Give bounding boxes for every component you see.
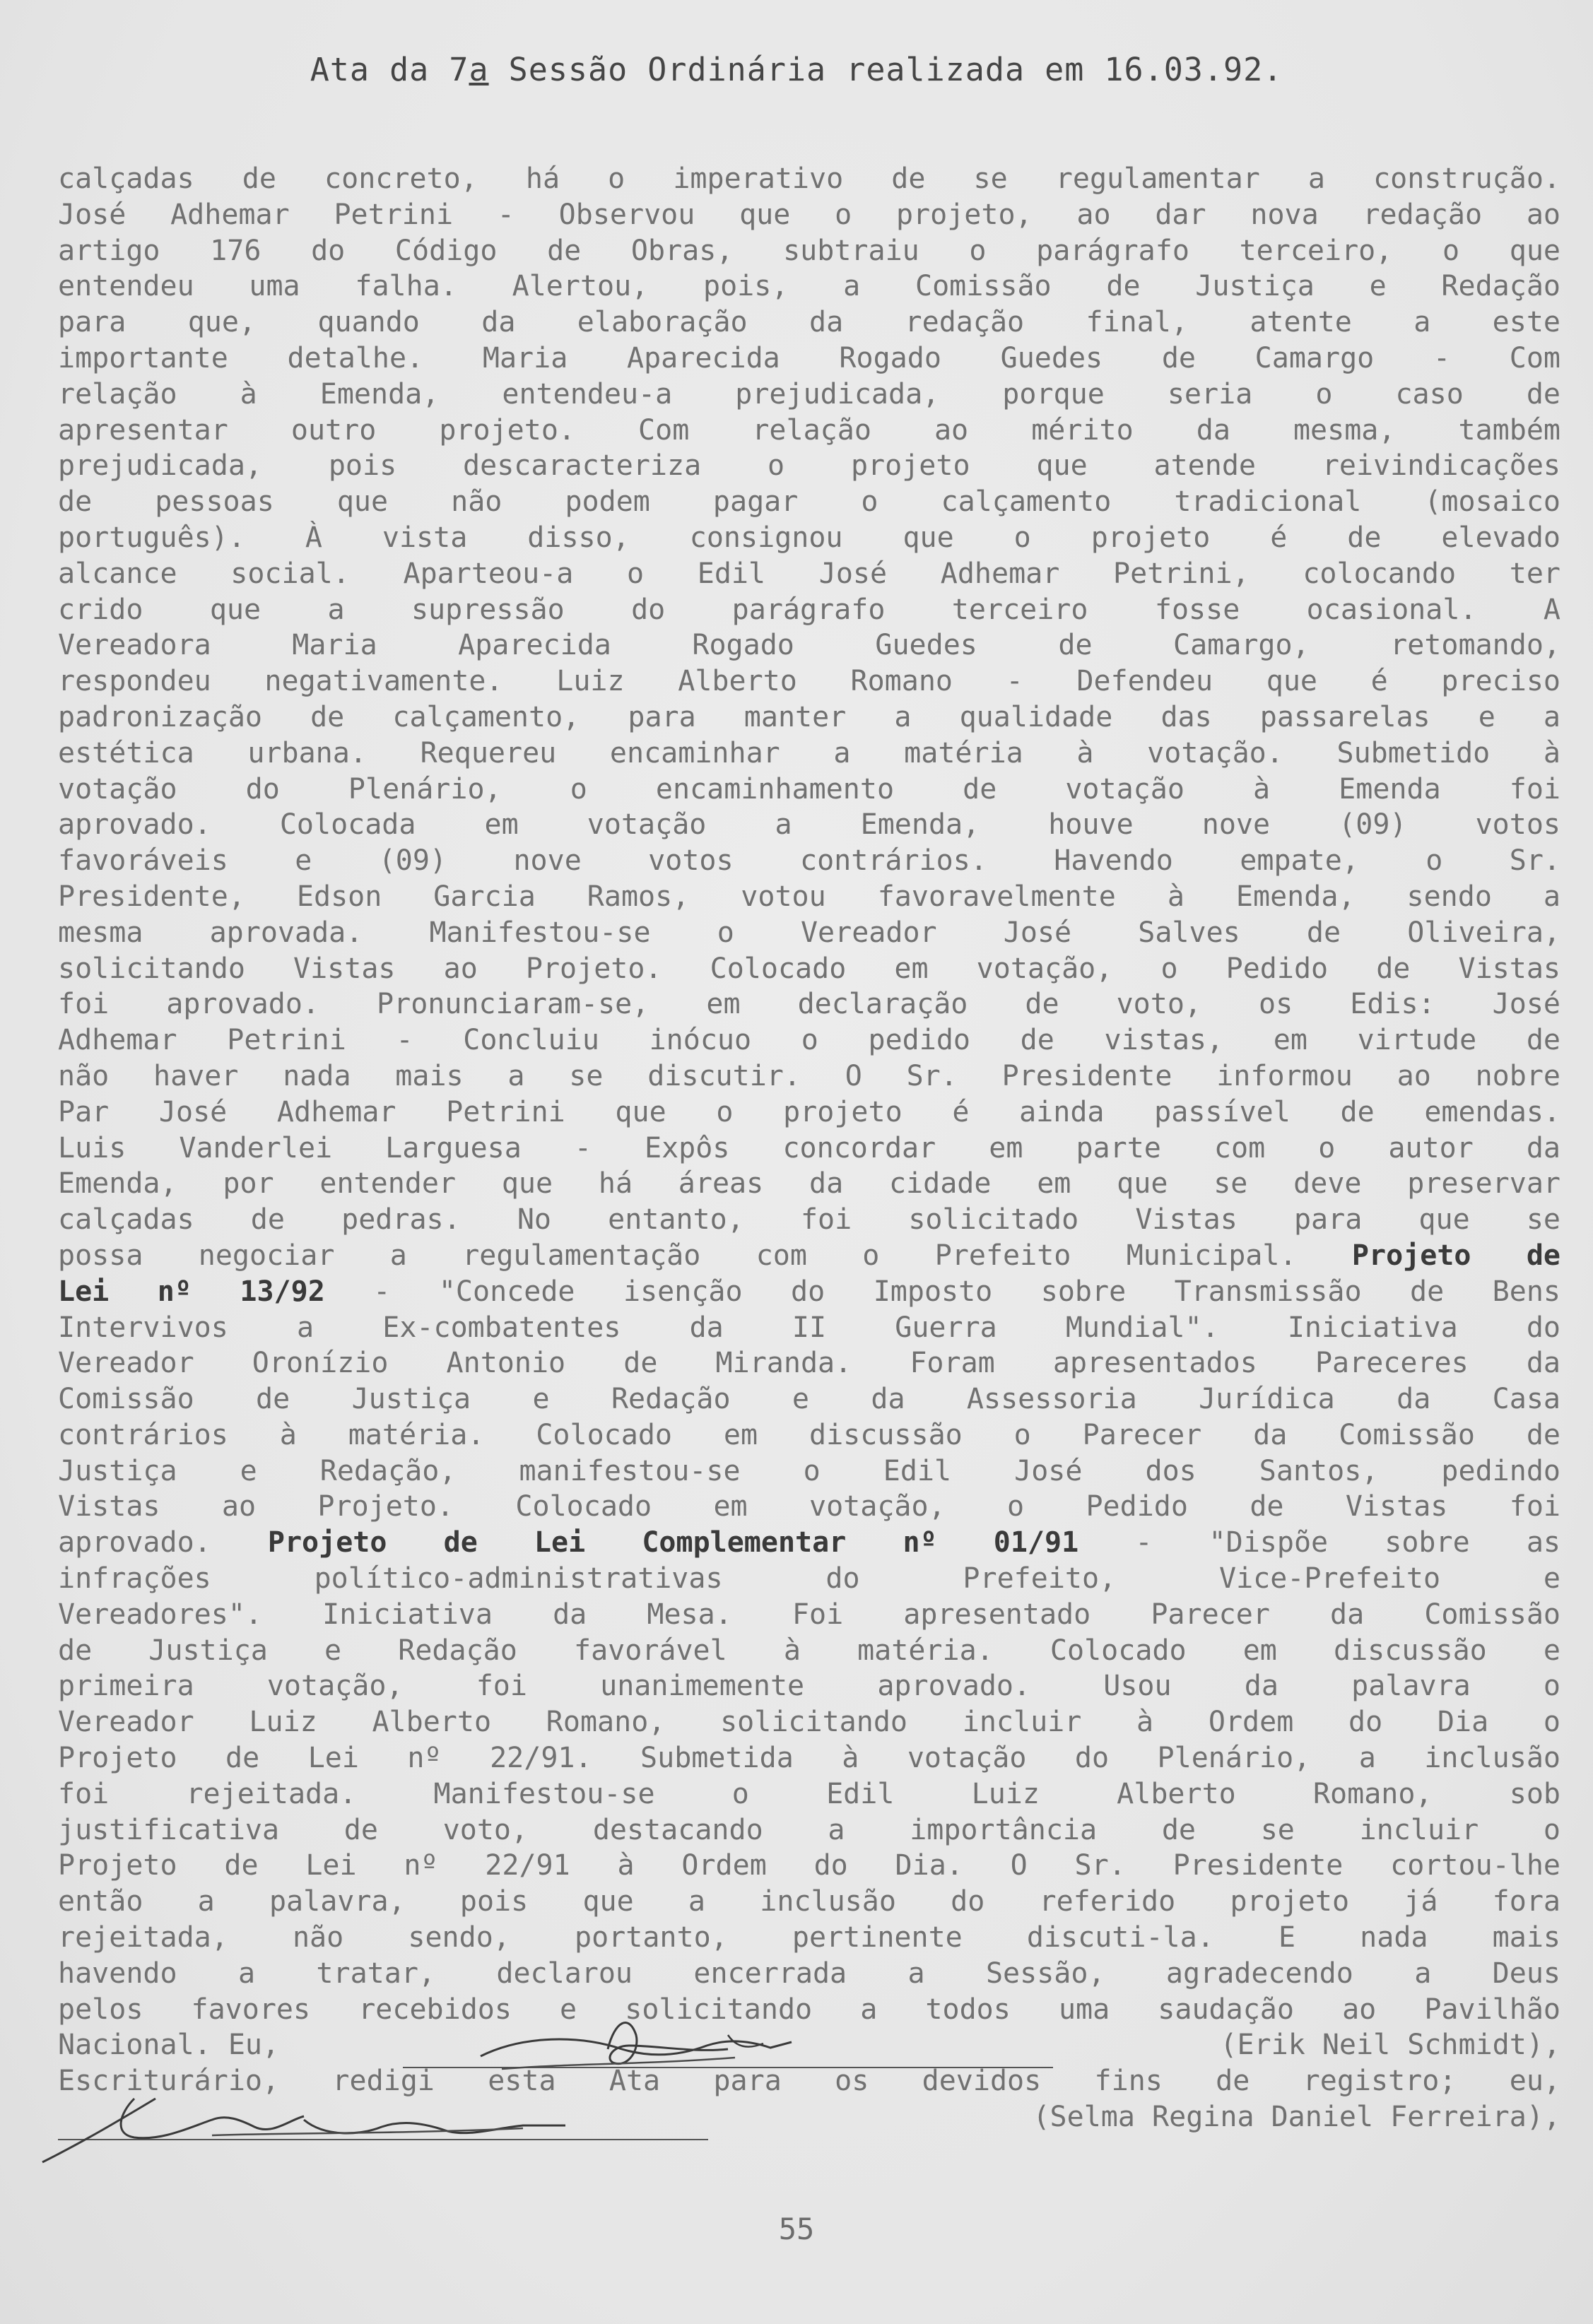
text-line: José Adhemar Petrini - Observou que o projeto, ao dar nova redação ao bbox=[58, 198, 1560, 231]
text-line: para que, quando da elaboração da redação final, atente a este bbox=[58, 306, 1560, 339]
text-line: Par José Adhemar Petrini que o projeto é ainda passível de emendas. bbox=[58, 1095, 1560, 1128]
text-span: aprovado. bbox=[58, 1526, 268, 1559]
text-line: importante detalhe. Maria Aparecida Rogado Guedes de Camargo - Com bbox=[58, 341, 1560, 374]
text-span: - "Dispõe sobre as bbox=[1078, 1526, 1560, 1559]
text-line: Vereador Luiz Alberto Romano, solicitando incluir à Ordem do Dia o bbox=[58, 1706, 1560, 1739]
bill-number-bold: Lei nº 13/92 bbox=[58, 1275, 325, 1308]
text-line: Presidente, Edson Garcia Ramos, votou favoravelmente à Emenda, sendo a bbox=[58, 880, 1560, 913]
text-line: artigo 176 do Código de Obras, subtraiu o parágrafo terceiro, o que bbox=[58, 234, 1560, 267]
text-line: não haver nada mais a se discutir. O Sr. Presidente informou ao nobre bbox=[58, 1059, 1560, 1092]
title-text-start: Ata da 7 bbox=[310, 51, 469, 88]
bill-title-bold: Projeto de bbox=[1351, 1239, 1560, 1272]
text-line: Vereadores". Iniciativa da Mesa. Foi apresentado Parecer da Comissão bbox=[58, 1598, 1560, 1631]
text-span: - "Concede isenção do Imposto sobre Transmissão de Bens bbox=[324, 1275, 1560, 1308]
text-line: contrários à matéria. Colocado em discussão o Parecer da Comissão de bbox=[58, 1418, 1560, 1451]
text-line: votação do Plenário, o encaminhamento de votação à Emenda foi bbox=[58, 772, 1560, 806]
text-line: Comissão de Justiça e Redação e da Assessoria Jurídica da Casa bbox=[58, 1383, 1560, 1416]
text-line: infrações político-administrativas do Prefeito, Vice-Prefeito e bbox=[58, 1562, 1560, 1595]
signer-name-selma: (Selma Regina Daniel Ferreira), bbox=[1033, 2101, 1560, 2134]
text-line: aprovado. Colocada em votação a Emenda, houve nove (09) votos bbox=[58, 808, 1560, 842]
text-line: Intervivos a Ex-combatentes da II Guerra Mundial". Iniciativa do bbox=[58, 1311, 1560, 1344]
text-span: Nacional. Eu, bbox=[58, 2029, 280, 2062]
text-line: calçadas de concreto, há o imperativo de se regulamentar a construção. bbox=[58, 163, 1560, 195]
text-line: de Justiça e Redação favorável à matéria. Colocado em discussão e bbox=[58, 1634, 1560, 1667]
text-line: foi rejeitada. Manifestou-se o Edil Luiz Alberto Romano, sob bbox=[58, 1777, 1560, 1810]
text-line: mesma aprovada. Manifestou-se o Vereador José Salves de Oliveira, bbox=[58, 916, 1560, 949]
text-line: apresentar outro projeto. Com relação ao mérito da mesma, também bbox=[58, 413, 1560, 447]
text-span: possa negociar a regulamentação com o Prefeito Municipal. bbox=[58, 1239, 1352, 1272]
text-line: Vereador Oronízio Antonio de Miranda. Foram apresentados Pareceres da bbox=[58, 1347, 1560, 1380]
text-line: justificativa de voto, destacando a importância de se incluir o bbox=[58, 1813, 1560, 1846]
text-line: então a palavra, pois que a inclusão do referido projeto já fora bbox=[58, 1885, 1560, 1918]
text-line: calçadas de pedras. No entanto, foi solicitado Vistas para que se bbox=[58, 1203, 1560, 1237]
text-line: padronização de calçamento, para manter a qualidade das passarelas e a bbox=[58, 700, 1560, 733]
text-line: havendo a tratar, declarou encerrada a Sessão, agradecendo a Deus bbox=[58, 1957, 1560, 1990]
signature-selma-ferreira bbox=[28, 2070, 608, 2169]
page-number: 55 bbox=[778, 2212, 815, 2246]
text-line: pelos favores recebidos e solicitando a todos uma saudação ao Pavilhão bbox=[58, 1993, 1560, 2026]
text-line-with-bill-title bbox=[58, 1274, 1560, 1310]
text-line: crido que a supressão do parágrafo terceiro fosse ocasional. A bbox=[58, 593, 1560, 626]
text-line: Adhemar Petrini - Concluiu inócuo o pedido de vistas, em virtude de bbox=[58, 1024, 1560, 1057]
text-line: respondeu negativamente. Luiz Alberto Romano - Defendeu que é preciso bbox=[58, 665, 1560, 698]
text-line: Projeto de Lei nº 22/91. Submetida à votação do Plenário, a inclusão bbox=[58, 1742, 1560, 1775]
text-line: Justiça e Redação, manifestou-se o Edil José dos Santos, pedindo bbox=[58, 1454, 1560, 1487]
text-line: Projeto de Lei nº 22/91 à Ordem do Dia. O Sr. Presidente cortou-lhe bbox=[58, 1849, 1560, 1882]
text-line: prejudicada, pois descaracteriza o projeto que atende reivindicações bbox=[58, 449, 1560, 483]
text-line: Vereadora Maria Aparecida Rogado Guedes de Camargo, retomando, bbox=[58, 629, 1560, 662]
signer-name-erik: (Erik Neil Schmidt), bbox=[1220, 2029, 1560, 2062]
title-text-end: Sessão Ordinária realizada em 16.03.92. bbox=[488, 51, 1283, 88]
text-line: Escriturário, redigi esta Ata para os devidos fins de registro; eu, bbox=[58, 2065, 1560, 2098]
text-line-with-bill-title bbox=[58, 1525, 1560, 1561]
text-line: estética urbana. Requereu encaminhar a matéria à votação. Submetido à bbox=[58, 736, 1560, 769]
text-line: Vistas ao Projeto. Colocado em votação, o Pedido de Vistas foi bbox=[58, 1490, 1560, 1523]
text-line: português). À vista disso, consignou que o projeto é de elevado bbox=[58, 521, 1560, 554]
text-line-with-bill-title bbox=[58, 1238, 1560, 1274]
text-line: de pessoas que não podem pagar o calçamento tradicional (mosaico bbox=[58, 485, 1560, 519]
text-line: entendeu uma falha. Alertou, pois, a Comissão de Justiça e Redação bbox=[58, 270, 1560, 303]
minutes-body bbox=[58, 161, 1560, 2135]
text-line: Luis Vanderlei Larguesa - Expôs concordar em parte com o autor da bbox=[58, 1131, 1560, 1164]
text-line: Emenda, por entender que há áreas da cidade em que se deve preservar bbox=[58, 1167, 1560, 1201]
text-line: relação à Emenda, entendeu-a prejudicada, porque seria o caso de bbox=[58, 377, 1560, 411]
page-title bbox=[0, 51, 1593, 88]
text-line: primeira votação, foi unanimemente aprovado. Usou da palavra o bbox=[58, 1670, 1560, 1703]
text-line: favoráveis e (09) nove votos contrários. Havendo empate, o Sr. bbox=[58, 844, 1560, 878]
text-line: foi aprovado. Pronunciaram-se, em declaração de voto, os Edis: José bbox=[58, 988, 1560, 1021]
text-line: solicitando Vistas ao Projeto. Colocado em votação, o Pedido de Vistas bbox=[58, 952, 1560, 985]
text-line: rejeitada, não sendo, portanto, pertinente discuti-la. E nada mais bbox=[58, 1921, 1560, 1954]
text-line: alcance social. Aparteou-a o Edil José Adhemar Petrini, colocando ter bbox=[58, 557, 1560, 590]
title-ordinal: a bbox=[469, 51, 489, 88]
bill-title-bold: Projeto de Lei Complementar nº 01/91 bbox=[267, 1526, 1079, 1559]
